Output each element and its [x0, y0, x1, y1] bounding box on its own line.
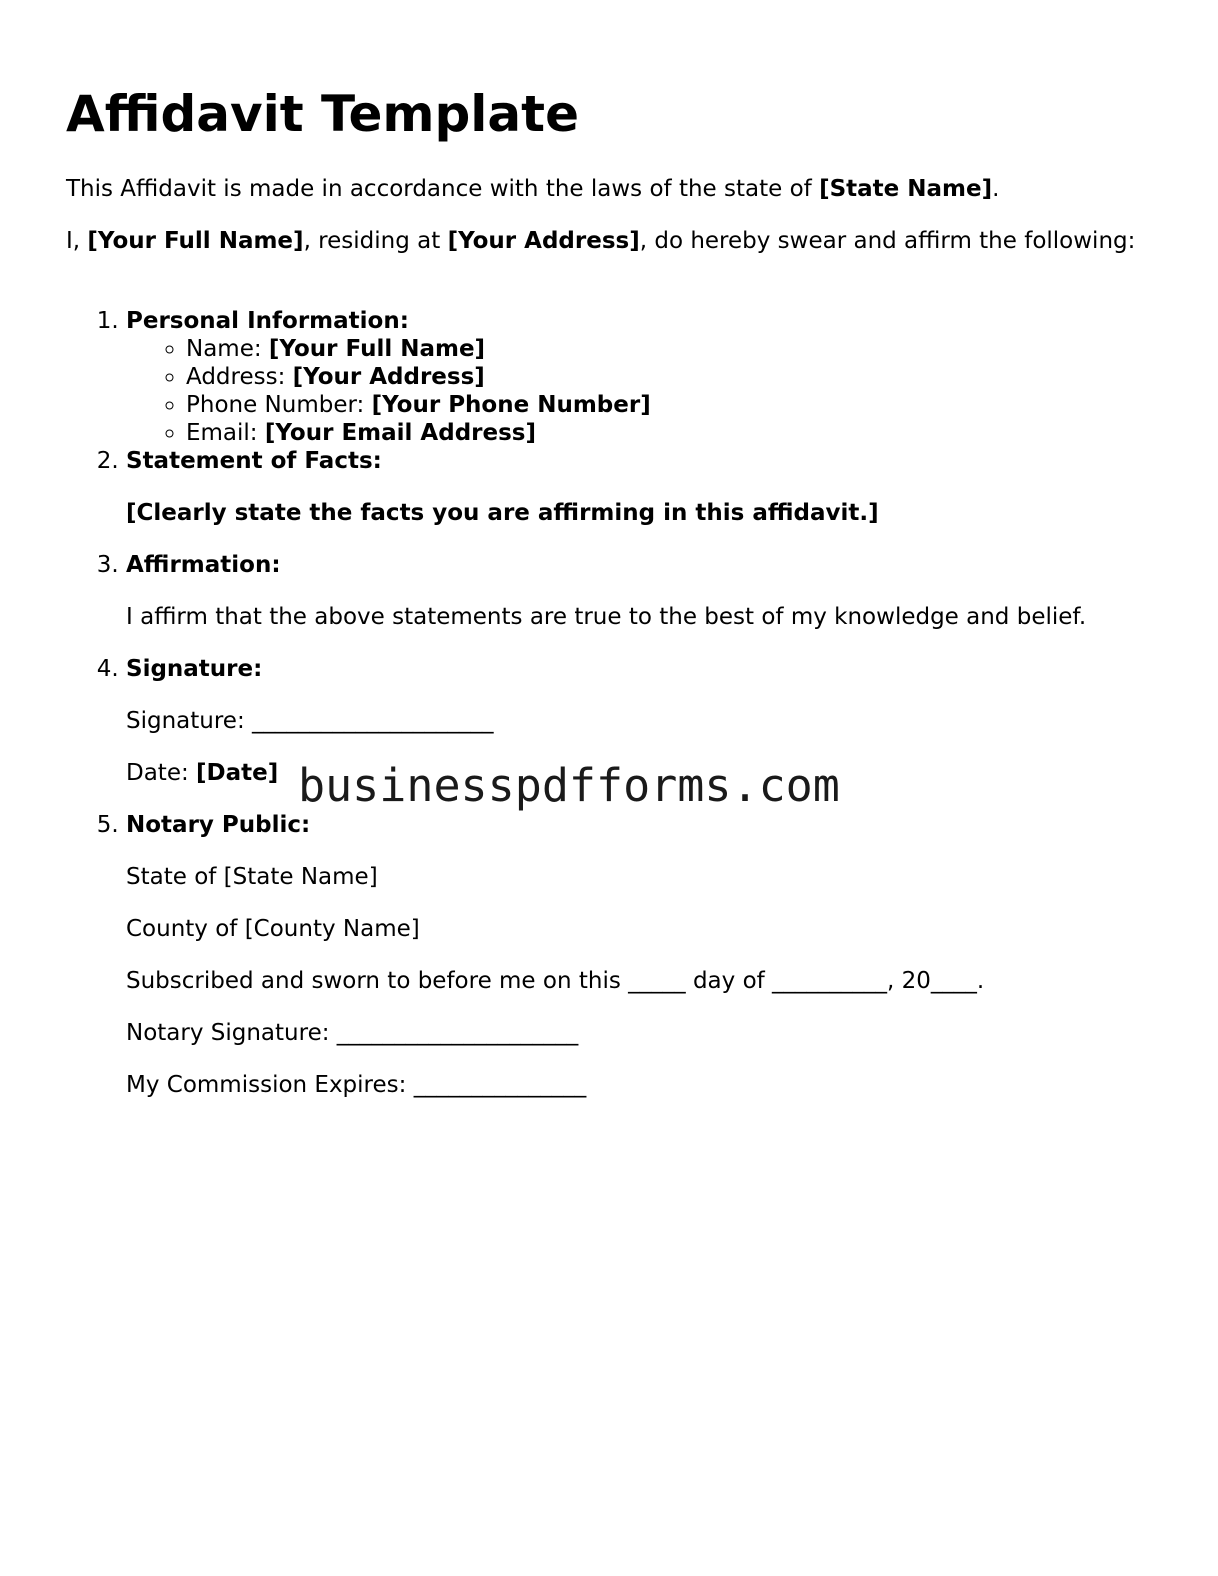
signature-line: Signature: _____________________: [126, 708, 494, 734]
list-item: [186, 391, 1176, 419]
section-heading: Personal Information:: [126, 308, 409, 334]
intro-state-line: [66, 175, 1146, 203]
field-value: [Your Address]: [292, 364, 485, 390]
field-value: [Your Email Address]: [264, 420, 536, 446]
field-label: Name:: [186, 336, 269, 362]
section-heading: Statement of Facts:: [126, 448, 382, 474]
list-item: [186, 363, 1176, 391]
notary-commission-line: My Commission Expires: _______________: [126, 1072, 587, 1098]
field-value: [Your Phone Number]: [371, 392, 651, 418]
watermark: businesspdfforms.com: [298, 759, 840, 812]
field-label: Address:: [186, 364, 293, 390]
personal-info-list: [126, 335, 1176, 447]
list-item: [186, 419, 1176, 447]
section-heading: Notary Public:: [126, 812, 311, 838]
section-heading: Signature:: [126, 656, 263, 682]
intro-section: [66, 175, 1146, 279]
affiant-name-placeholder: [Your Full Name]: [87, 228, 304, 254]
date-placeholder: [Date]: [196, 760, 279, 786]
section-notary-public: [126, 811, 1176, 1099]
intro-state-suffix: .: [992, 176, 1000, 202]
intro-affiant-prefix: I,: [66, 228, 88, 254]
intro-state-prefix: This Affidavit is made in accordance with the laws of the state of: [66, 176, 820, 202]
page-title: Affidavit Template: [66, 85, 579, 143]
notary-signature-line: Notary Signature: _____________________: [126, 1020, 579, 1046]
intro-affiant-line: [66, 227, 1146, 255]
affidavit-sections: [66, 307, 1176, 1099]
section-statement-of-facts: [126, 447, 1176, 527]
section-personal-information: [126, 307, 1176, 447]
list-item: [186, 335, 1176, 363]
field-label: Phone Number:: [186, 392, 372, 418]
intro-affiant-mid: , residing at: [303, 228, 448, 254]
facts-placeholder: [126, 499, 1176, 527]
affirmation-text: I affirm that the above statements are true to the best of my knowledge and belief.: [126, 604, 1087, 630]
affiant-address-placeholder: [Your Address]: [447, 228, 640, 254]
date-label: Date:: [126, 760, 197, 786]
field-label: Email:: [186, 420, 265, 446]
field-value: [Your Full Name]: [268, 336, 486, 362]
notary-state-line: State of [State Name]: [126, 864, 378, 890]
section-heading: Affirmation:: [126, 552, 281, 578]
facts-placeholder-text: [Clearly state the facts you are affirming in this affidavit.]: [126, 500, 879, 526]
section-affirmation: [126, 551, 1176, 631]
notary-county-line: County of [County Name]: [126, 916, 420, 942]
notary-sworn-line: Subscribed and sworn to before me on this _____ day of __________, 20____.: [126, 968, 985, 994]
intro-affiant-suffix: , do hereby swear and affirm the following:: [639, 228, 1136, 254]
state-placeholder: [State Name]: [819, 176, 993, 202]
